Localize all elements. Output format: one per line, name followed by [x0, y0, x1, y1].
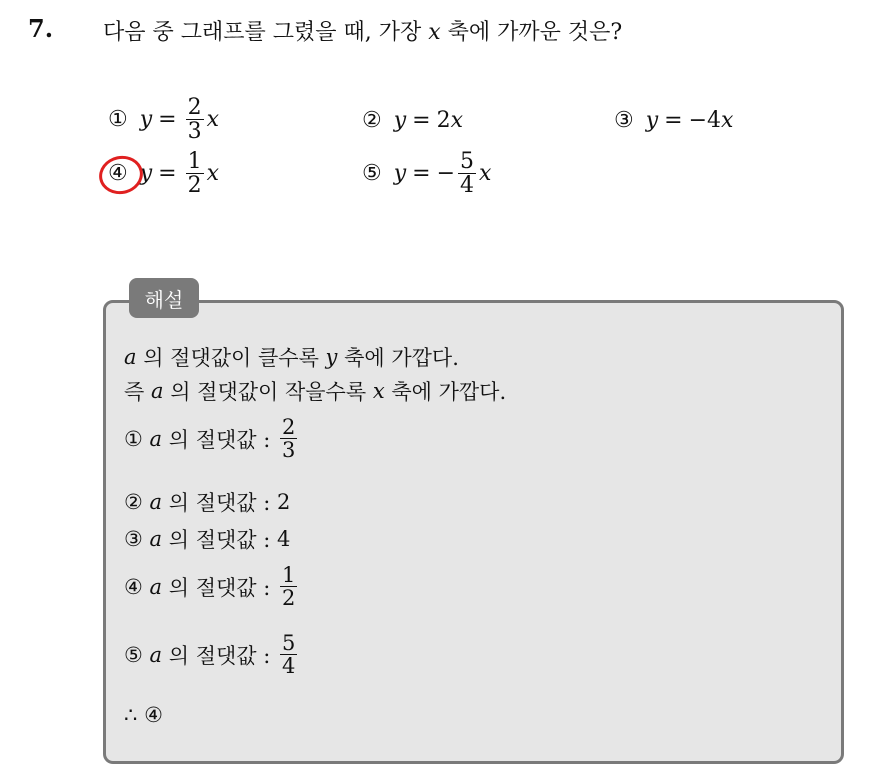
item-label: 의 절댓값 :: [168, 427, 271, 452]
choice-3[interactable]: [614, 108, 733, 133]
fraction-numerator: 2: [282, 415, 296, 439]
item-value: 2: [277, 490, 291, 514]
choice-mark: ④: [108, 161, 128, 187]
solution-item-5: [124, 632, 300, 677]
choice-sign: −: [688, 108, 708, 133]
choice-mark: ②: [362, 108, 382, 133]
var-a: a: [149, 574, 163, 599]
var-x: x: [372, 379, 385, 403]
item-label: 의 절댓값 :: [168, 528, 271, 552]
var-a: a: [149, 527, 163, 551]
question-number: 7.: [28, 14, 54, 43]
choice-2[interactable]: [362, 108, 463, 133]
choice-var: x: [450, 108, 464, 133]
choice-eq: =: [412, 161, 431, 187]
fraction-numerator: 5: [282, 631, 296, 655]
choice-mark: ⑤: [362, 161, 382, 187]
solution-item-4: [124, 564, 300, 609]
choice-fraction: [458, 150, 476, 197]
item-mark: ③: [124, 527, 143, 551]
choice-var: x: [206, 161, 220, 187]
fraction-denominator: 4: [460, 173, 475, 199]
question-text-before: 다음 중 그래프를 그렸을 때, 가장: [103, 20, 422, 45]
question-text: [103, 15, 622, 46]
question-var: x: [428, 20, 441, 45]
item-mark: ④: [124, 574, 143, 599]
solution-line-1-mid: 의 절댓값이 클수록: [143, 346, 319, 370]
solution-item-3: [124, 524, 290, 554]
item-mark: ⑤: [124, 642, 143, 667]
solution-line-2: [124, 376, 506, 406]
solution-line-2-mid: 의 절댓값이 작을수록: [170, 380, 367, 404]
choice-var: x: [479, 161, 492, 187]
var-y: y: [325, 345, 338, 369]
var-a: a: [149, 490, 163, 514]
item-value: 4: [277, 527, 291, 551]
fraction-denominator: 2: [187, 173, 202, 199]
fraction-numerator: 1: [282, 563, 296, 587]
solution-line-2-pre: 즉: [124, 380, 145, 404]
var-a: a: [150, 379, 164, 403]
question-text-after: 축에 가까운 것은?: [447, 20, 623, 45]
solution-item-2: [124, 487, 290, 517]
choice-var: x: [206, 107, 220, 133]
solution-line-1: [124, 342, 459, 372]
choice-eq: =: [664, 108, 683, 133]
var-a: a: [149, 642, 163, 667]
solution-item-1: [124, 416, 300, 461]
choice-coef: 4: [707, 108, 722, 133]
choice-eq: =: [158, 161, 177, 187]
solution-line-2-end: 축에 가깝다.: [391, 380, 507, 404]
item-label: 의 절댓값 :: [168, 575, 271, 600]
choice-1[interactable]: [108, 96, 219, 143]
choice-mark: ①: [108, 107, 128, 133]
conclusion-answer: ④: [144, 703, 163, 727]
fraction-denominator: 2: [282, 586, 296, 611]
item-fraction: [280, 564, 297, 609]
choice-fraction: [186, 150, 204, 197]
fraction-numerator: 1: [187, 149, 202, 174]
var-a: a: [124, 345, 137, 369]
item-fraction: [280, 416, 297, 461]
choice-lhs: y: [393, 108, 407, 133]
choice-eq: =: [412, 108, 431, 133]
item-label: 의 절댓값 :: [168, 491, 271, 515]
fraction-numerator: 5: [460, 149, 475, 174]
item-fraction: [280, 632, 297, 677]
choice-var: x: [721, 108, 734, 133]
choice-lhs: y: [645, 108, 659, 133]
choice-5[interactable]: [362, 150, 491, 197]
item-label: 의 절댓값 :: [168, 643, 271, 668]
choice-lhs: y: [139, 107, 153, 133]
choice-sign: −: [436, 161, 456, 187]
fraction-denominator: 3: [282, 438, 296, 463]
choice-coef: 2: [436, 108, 451, 133]
choice-lhs: y: [393, 161, 407, 187]
solution-tag: 해설: [129, 278, 199, 318]
therefore-symbol: ∴: [124, 703, 138, 727]
fraction-denominator: 3: [187, 119, 202, 145]
fraction-denominator: 4: [282, 654, 296, 679]
solution-conclusion: [124, 703, 163, 727]
item-mark: ①: [124, 426, 143, 451]
item-mark: ②: [124, 490, 143, 514]
choice-fraction: [186, 96, 204, 143]
choice-mark: ③: [614, 108, 634, 133]
choice-eq: =: [158, 107, 177, 133]
choice-lhs: y: [139, 161, 153, 187]
solution-line-1-end: 축에 가깝다.: [344, 346, 459, 370]
var-a: a: [149, 426, 163, 451]
fraction-numerator: 2: [187, 95, 202, 120]
